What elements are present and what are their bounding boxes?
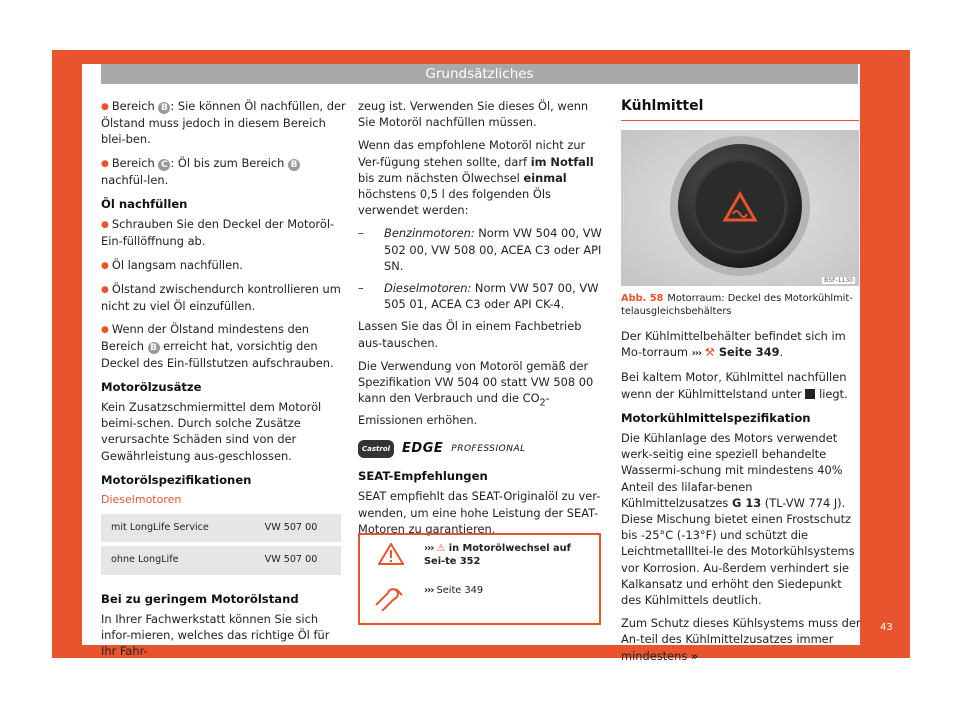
bullet-bereich-b: ● Bereich B : Sie können Öl nachfüllen, der Ölstand muss jedoch in diesem Bereich blei-ben. xyxy=(101,99,346,147)
paragraph-notfall: Wenn das empfohlene Motoröl nicht zur Ver-fügung stehen sollte, darf im Notfall bis zum nächsten Ölwechsel einmal höchstens 0,5 l des folgenden Öls verwendet werden: xyxy=(358,138,594,218)
subheading-diesel: Dieselmotoren xyxy=(101,493,182,507)
bullet-icon: ● xyxy=(101,284,109,295)
marker-badge: B xyxy=(148,342,160,354)
marker-badge: C xyxy=(158,159,170,171)
table-cell-value: VW 507 00 xyxy=(237,514,341,544)
paragraph-co2: Die Verwendung von Motoröl gemäß der Spezifikation VW 504 00 statt VW 508 00 kann den Verbrauch und die $CO_2$-Emissionen erhöhen. xyxy=(358,358,594,427)
bullet-icon: ● xyxy=(101,325,109,336)
heading-kuehlmittelspezifikation: Motorkühlmittelspezifikation xyxy=(621,410,811,425)
heading-zusaetze: Motorölzusätze xyxy=(101,379,202,394)
paragraph-g13: Die Kühlanlage des Motors verwendet werk-seitig eine speziell behandelte Wassermi-schung mit mindestens 40% Anteil des lilafar-benen Kühlmittelzusatzes G 13 (TL-VW 774 J). Diese Mischung bietet einen Frostschutz bis -25°C (-13°F) und schützt die Leichtmetallltei-le des Motorkühlsystems vor Korrosion. Au-ßerdem verhindert sie Kalkansatz und erhöht den Siedepunkt des Kühlmittels deutlich. xyxy=(621,431,855,608)
professional-logo-text: PROFESSIONAL xyxy=(451,443,526,454)
table-cell-label: mit LongLife Service xyxy=(101,514,237,544)
column-3-title xyxy=(621,98,861,114)
marker-badge: B xyxy=(158,102,170,114)
warning-triangle-icon xyxy=(378,543,404,565)
heading-spezifikationen: Motorölspezifikationen xyxy=(101,472,252,487)
title-divider xyxy=(621,120,859,121)
bullet-icon: ● xyxy=(101,158,109,169)
table-cell-label: ohne LongLife xyxy=(101,544,237,576)
edge-logo-text: EDGE xyxy=(402,440,444,456)
list-item-benzin: – Benzinmotoren: Norm VW 504 00, VW 502 00, VW 508 00, ACEA C3 oder API SN. xyxy=(358,226,602,273)
table-row xyxy=(101,514,341,544)
paragraph-fachbetrieb: Lassen Sie das Öl in einem Fachbetrieb aus-tauschen. xyxy=(358,319,582,350)
castrol-logo: Castrol xyxy=(358,440,394,458)
bullet-icon: ● xyxy=(101,220,109,231)
heading-geringer-oelstand: Bei zu geringem Motorölstand xyxy=(101,591,299,606)
paragraph-schutz: Zum Schutz dieses Kühlsystems muss der An-teil des Kühlmittelzusatzes immer mindestens » xyxy=(621,616,861,663)
warning-box xyxy=(358,533,601,625)
figure-caption: Abb. 58 Motorraum: Deckel des Motorkühlmit-telausgleichsbehälters xyxy=(621,293,853,317)
table-row xyxy=(101,544,341,576)
castrol-edge-logo xyxy=(358,440,603,458)
paragraph-behaelter: Der Kühlmittelbehälter befindet sich im Mo-torraum ››› ⚒ Seite 349. xyxy=(621,329,846,360)
coolant-cap-image xyxy=(621,130,859,286)
step-4: ● Wenn der Ölstand mindestens den Bereich B erreicht hat, vorsichtig den Deckel des Ein-füllstutzen aufschrauben. xyxy=(101,322,334,370)
page-number: 43 xyxy=(880,622,893,633)
column-2 xyxy=(358,98,603,544)
zusaetze-text: Kein Zusatzschmiermittel dem Motoröl beimi-schen. Durch solche Zusätze verursachte Schäden sind von der Gewährleistung aus-geschlossen. xyxy=(101,400,322,463)
bullet-icon: ● xyxy=(101,102,109,112)
page-link[interactable]: Seite 349 xyxy=(714,345,780,360)
seat-text: SEAT empfiehlt das SEAT-Originalöl zu ver-wenden, um eine hohe Leistung der SEAT-Motoren zu garantieren. xyxy=(358,489,601,536)
service-reference-link[interactable]: ››› Seite 349 xyxy=(424,585,484,596)
step-3: ● Ölstand zwischendurch kontrollieren um nicht zu viel Öl einzufüllen. xyxy=(101,281,341,314)
geringer-oelstand-text: In Ihrer Fachwerkstatt können Sie sich infor-mieren, welches das richtige Öl für Ihr Fahr- xyxy=(101,611,330,659)
section-header: Grundsätzliches xyxy=(101,64,858,84)
table-cell-value: VW 507 00 xyxy=(237,544,341,576)
section-title-kuehlmittel: Kühlmittel xyxy=(621,98,704,114)
column-1 xyxy=(101,98,346,666)
continue-icon: » xyxy=(690,648,699,663)
min-mark-icon xyxy=(805,389,815,399)
paragraph-1: zeug ist. Verwenden Sie dieses Öl, wenn Sie Motoröl nachfüllen müssen. xyxy=(358,99,589,130)
heading-seat-empfehlungen: SEAT-Empfehlungen xyxy=(358,469,488,484)
spec-table xyxy=(101,514,341,578)
coolant-cap-figure xyxy=(621,130,859,286)
list-item-diesel: – Dieselmotoren: Norm VW 507 00, VW 505 01, ACEA C3 oder API CK-4. xyxy=(358,281,599,312)
bullet-bereich-c: ● Bereich C : Öl bis zum Bereich B nachfül-len. xyxy=(101,155,346,188)
figure-code: B5F-1130 xyxy=(824,277,853,284)
bullet-icon: ● xyxy=(101,260,109,271)
marker-badge: B xyxy=(288,159,300,171)
warning-reference-link[interactable]: ››› ⚠ in Motorölwechsel auf Sei-te 352 xyxy=(424,543,571,567)
service-mini-icon: ⚒ xyxy=(704,345,715,360)
heading-oel-nachfuellen: Öl nachfüllen xyxy=(101,197,188,212)
step-2: ● Öl langsam nachfüllen. xyxy=(101,257,243,272)
service-wrench-icon xyxy=(372,585,406,611)
step-1: ● Schrauben Sie den Deckel der Motoröl-Ein-füllöffnung ab. xyxy=(101,217,335,249)
warning-mini-icon: ⚠ xyxy=(436,543,446,554)
column-3-body xyxy=(621,328,861,671)
paragraph-nachfuellen: Bei kaltem Motor, Kühlmittel nachfüllen wenn der Kühlmittelstand unter liegt. xyxy=(621,370,848,401)
